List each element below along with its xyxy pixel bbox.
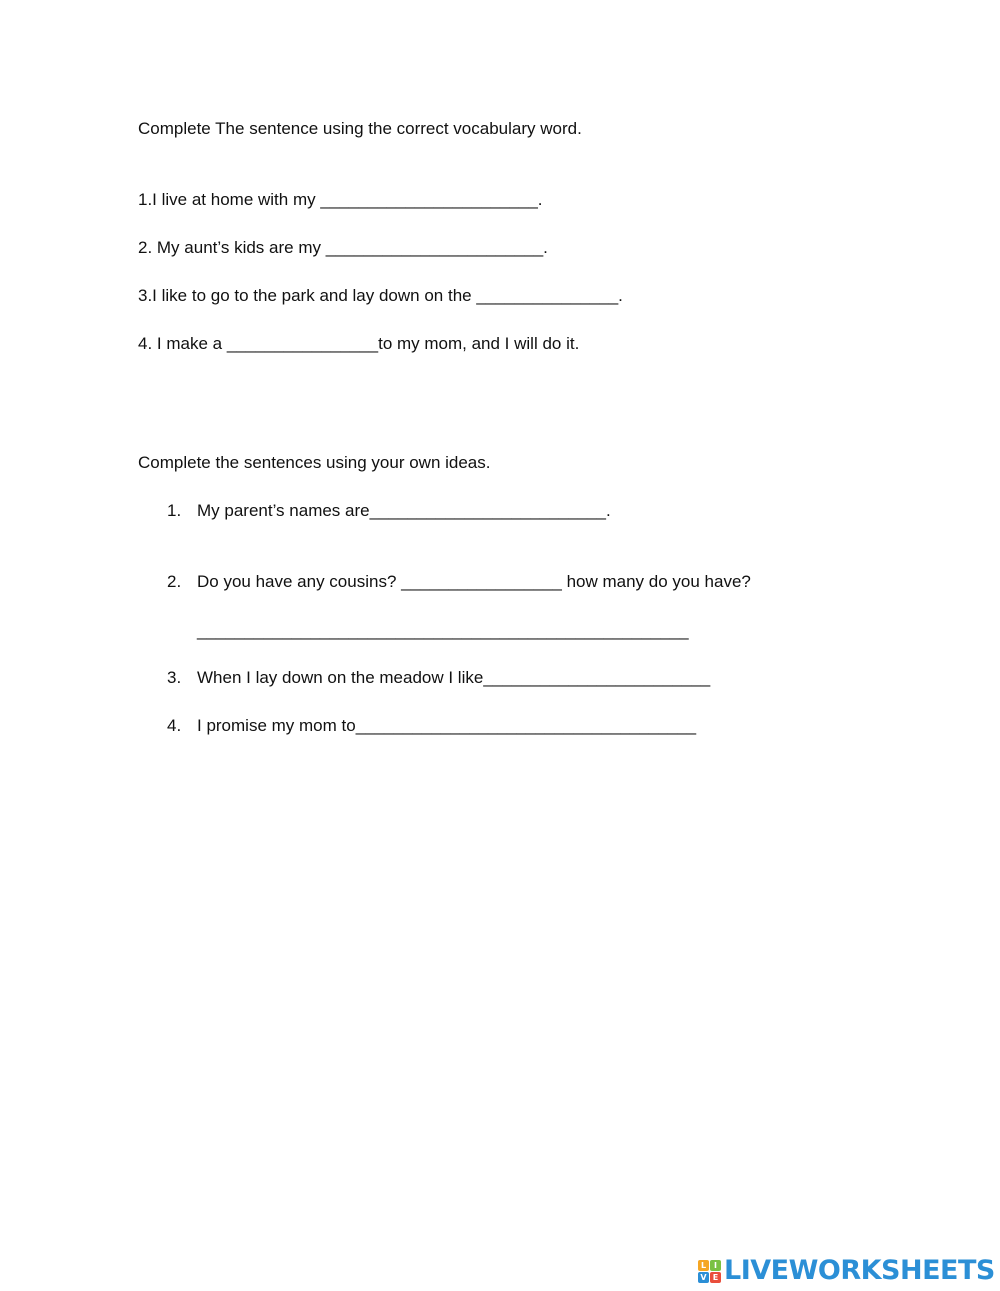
own-ideas-item-2-answer-line: ____________________________________________________ [197, 621, 689, 640]
own-ideas-item-1: My parent’s names are_________________________. [197, 501, 611, 520]
vocab-item-2: 2. My aunt’s kids are my _______________________. [138, 238, 548, 257]
logo-mark-letter: V [698, 1272, 709, 1283]
logo-mark-letter: I [710, 1260, 721, 1271]
own-ideas-item-2: Do you have any cousins? _________________ how many do you have? [197, 572, 751, 591]
list-number: 4. [167, 716, 182, 735]
own-ideas-item-4: I promise my mom to____________________________________ [197, 716, 697, 735]
logo-mark [698, 1260, 721, 1283]
vocab-item-1: 1.I live at home with my _______________________. [138, 190, 543, 209]
vocab-item-4: 4. I make a ________________to my mom, and I will do it. [138, 334, 580, 353]
list-number: 3. [167, 668, 182, 687]
logo-mark-letter: L [698, 1260, 709, 1271]
own-ideas-item-3: When I lay down on the meadow I like________________________ [197, 668, 711, 687]
section1-instruction: Complete The sentence using the correct vocabulary word. [138, 119, 582, 138]
section2-instruction: Complete the sentences using your own ideas. [138, 453, 491, 472]
list-number: 2. [167, 572, 182, 591]
list-number: 1. [167, 501, 182, 520]
logo-mark-letter: E [710, 1272, 721, 1283]
liveworksheets-logo [698, 1256, 995, 1286]
vocab-item-3: 3.I like to go to the park and lay down on the _______________. [138, 286, 623, 305]
logo-text: LIVEWORKSHEETS [724, 1255, 995, 1286]
